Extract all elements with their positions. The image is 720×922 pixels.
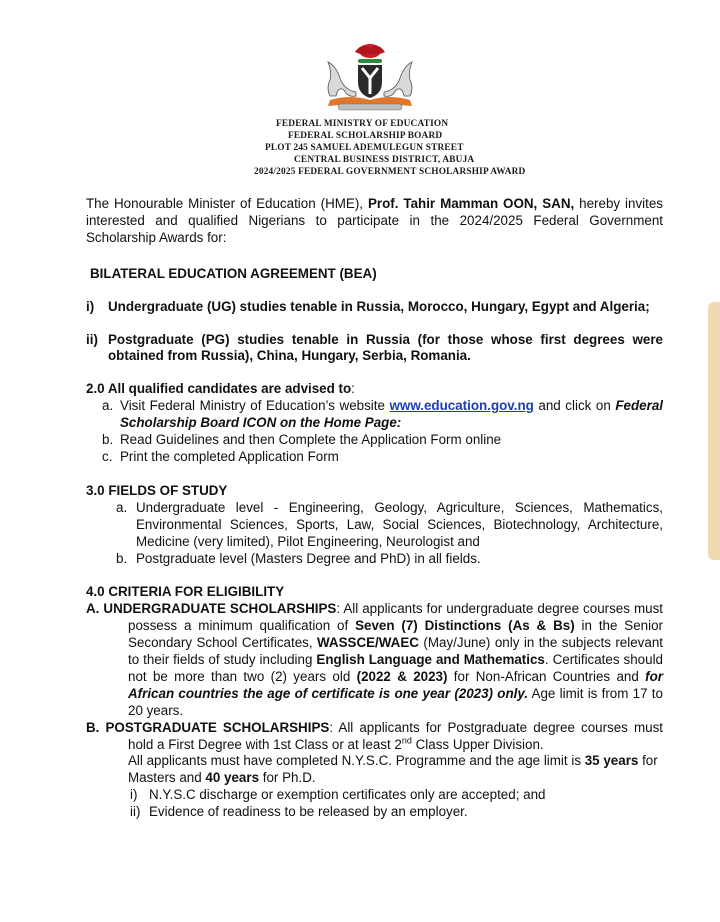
list-marker: c. <box>102 448 113 464</box>
ordinal-suffix: nd <box>401 735 412 746</box>
list-marker: a. <box>116 499 128 515</box>
requirement-text: N.Y.S.C discharge or exemption certificates only are accepted; and <box>149 787 546 803</box>
step-text: Read Guidelines and then Complete the Application Form online <box>120 432 502 448</box>
criteria-bold: (2022 & 2023) <box>356 668 448 684</box>
postgraduate-criteria <box>86 720 663 754</box>
fields-undergraduate <box>116 500 663 551</box>
criteria-emphasis: for African countries the age of certificate is one year (2023) only. <box>128 668 663 701</box>
letterhead-award-title: 2024/2025 FEDERAL GOVERNMENT SCHOLARSHIP AWARD <box>254 167 526 177</box>
criteria-bold: English Language and Mathematics <box>316 652 545 668</box>
criteria-text: for Masters and <box>128 753 658 786</box>
step-read-guidelines <box>102 432 663 449</box>
intro-text-cont: hereby invites interested and qualified Nigerians to participate in the 2024/2025 Federal Government Scholarship Awards for: <box>86 196 663 245</box>
letterhead-ministry: FEDERAL MINISTRY OF EDUCATION <box>276 119 449 129</box>
list-marker: i) <box>86 298 95 314</box>
requirement-employer-release <box>130 804 663 821</box>
section-4-heading: 4.0 CRITERIA FOR ELIGIBILITY <box>86 584 285 600</box>
section-2-heading <box>86 381 663 398</box>
criteria-text: . Certificates should not be more than two (2) years old <box>128 652 663 684</box>
scrollbar-handle[interactable] <box>708 302 720 560</box>
scholarship-icon-instruction: Federal Scholarship Board ICON on the Home Page: <box>120 398 664 431</box>
fields-text: Postgraduate level (Masters Degree and PhD) in all fields. <box>136 550 481 566</box>
step-text: Visit Federal Ministry of Education’s website <box>120 398 390 414</box>
fields-postgraduate <box>116 551 663 568</box>
criteria-text: Class Upper Division. <box>411 736 544 752</box>
postgraduate-requirements <box>86 753 663 787</box>
list-item-text: Undergraduate (UG) studies tenable in Russia, Morocco, Hungary, Egypt and Algeria; <box>108 298 650 314</box>
list-marker: b. <box>102 432 114 448</box>
undergraduate-criteria <box>86 601 663 719</box>
list-marker: a. <box>102 398 114 414</box>
fields-text: Undergraduate level - Engineering, Geology, Agriculture, Sciences, Mathematics, Environmental Sciences, Sports, Law, Social Sciences, Biotechnology, Architecture, Medicine (very limited), Pilot Engineering, Neurologist and <box>136 499 663 549</box>
criteria-text: for Non-African Countries and <box>447 668 646 684</box>
heading-colon: : <box>351 381 355 397</box>
letterhead-district: CENTRAL BUSINESS DISTRICT, ABUJA <box>294 155 475 165</box>
list-marker: i) <box>130 787 138 803</box>
step-visit-website <box>102 398 663 432</box>
list-marker: ii) <box>86 331 98 347</box>
criteria-text: Age limit is from 17 to 20 years. <box>128 685 663 718</box>
step-text-cont: and click on <box>533 398 616 414</box>
requirement-text: Evidence of readiness to be released by an employer. <box>149 804 468 820</box>
intro-paragraph <box>86 196 663 247</box>
postgraduate-criteria-title: B. POSTGRADUATE SCHOLARSHIPS <box>86 719 330 735</box>
criteria-text: : All applicants for Postgraduate degree courses must hold a First Degree with 1st Class or at least 2 <box>128 719 663 752</box>
step-print-form <box>102 449 663 466</box>
criteria-bold: Seven (7) Distinctions (As & Bs) <box>355 618 575 634</box>
wreath-bar <box>358 59 382 63</box>
document-body <box>86 196 663 821</box>
criteria-bold: WASSCE/WAEC <box>317 635 419 651</box>
criteria-text: for Ph.D. <box>259 770 316 786</box>
section-3-heading: 3.0 FIELDS OF STUDY <box>86 482 228 498</box>
bea-heading: BILATERAL EDUCATION AGREEMENT (BEA) <box>90 265 377 281</box>
letterhead-address: PLOT 245 SAMUEL ADEMULEGUN STREET <box>265 143 464 153</box>
minister-name: Prof. Tahir Mamman OON, SAN, <box>367 196 575 211</box>
requirement-nysc <box>130 787 663 804</box>
section-2-title: 2.0 All qualified candidates are advised to <box>86 381 352 397</box>
criteria-text: All applicants must have completed N.Y.S.C. Programme and the age limit is <box>128 753 585 769</box>
list-marker: b. <box>116 550 128 566</box>
motto-ribbon <box>338 104 402 110</box>
education-website-link[interactable]: www.education.gov.ng <box>389 398 534 414</box>
criteria-bold: 35 years <box>584 753 639 769</box>
coat-of-arms-emblem <box>300 40 440 112</box>
bea-item-postgraduate <box>86 332 663 366</box>
undergraduate-criteria-title: A. UNDERGRADUATE SCHOLARSHIPS <box>86 601 337 617</box>
list-item-text: Postgraduate (PG) studies tenable in Russia (for those whose first degrees were obtained from Russia), China, Hungary, Serbia, Romania. <box>108 331 663 364</box>
criteria-bold: 40 years <box>205 770 260 786</box>
step-text: Print the completed Application Form <box>120 448 339 464</box>
bea-item-undergraduate <box>86 299 663 316</box>
criteria-text: : All applicants for undergraduate degree courses must possess a minimum qualification of <box>128 601 663 634</box>
intro-text: The Honourable Minister of Education (HME), <box>86 196 368 211</box>
criteria-text: (May/June) only in the subjects relevant to their fields of study including <box>128 635 663 668</box>
left-horse-icon <box>328 62 356 96</box>
right-horse-icon <box>384 62 412 96</box>
letterhead-board: FEDERAL SCHOLARSHIP BOARD <box>288 131 443 141</box>
criteria-text: in the Senior Secondary School Certificates, <box>128 618 664 651</box>
list-marker: ii) <box>130 804 141 820</box>
